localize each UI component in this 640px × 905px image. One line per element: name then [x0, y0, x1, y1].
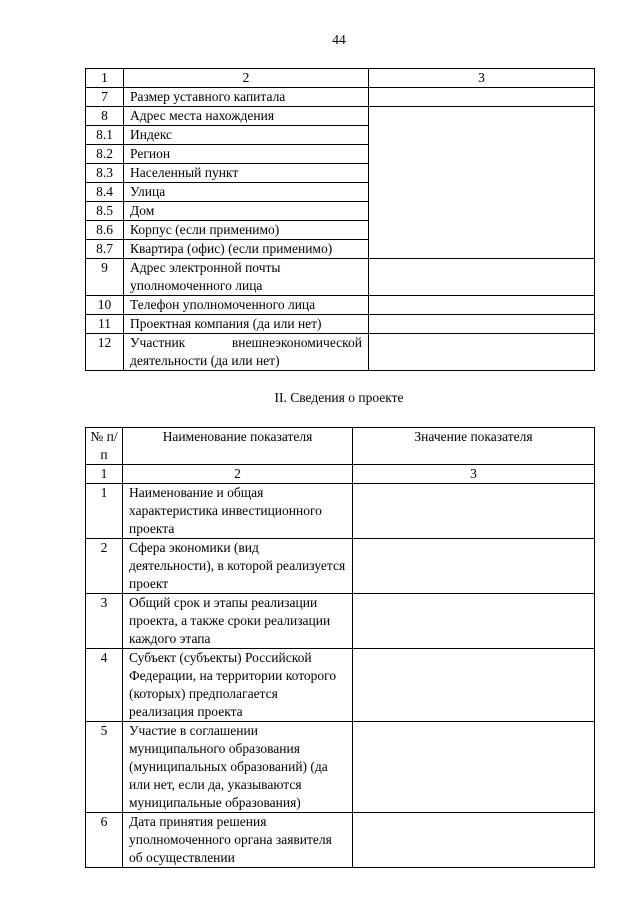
header-cell-row-number: № п/п	[86, 428, 123, 465]
row-number-cell: 2	[86, 539, 123, 594]
row-value-cell	[353, 813, 595, 868]
column-index-cell: 1	[86, 69, 124, 88]
table-row	[86, 259, 595, 296]
table-column-index-row	[86, 465, 595, 484]
row-value-cell	[353, 649, 595, 722]
row-value-cell	[369, 296, 595, 315]
table-row	[86, 649, 595, 722]
row-value-cell	[353, 594, 595, 649]
row-label-cell: Дата принятия решения уполномоченного органа заявителя об осуществлении	[123, 813, 353, 868]
table-row	[86, 296, 595, 315]
table-row	[86, 722, 595, 813]
row-label-cell: Проектная компания (да или нет)	[124, 315, 369, 334]
row-label-cell: Наименование и общая характеристика инвестиционного проекта	[123, 484, 353, 539]
row-number-cell: 8.6	[86, 221, 124, 240]
row-number-cell: 10	[86, 296, 124, 315]
row-number-cell: 8	[86, 107, 124, 126]
row-value-cell	[353, 484, 595, 539]
row-label-cell: Населенный пункт	[124, 164, 369, 183]
column-index-cell: 3	[369, 69, 595, 88]
table-row	[86, 334, 595, 371]
row-label-cell: Регион	[124, 145, 369, 164]
table-row	[86, 539, 595, 594]
table-row	[86, 88, 595, 107]
row-number-cell: 8.7	[86, 240, 124, 259]
table-row	[86, 594, 595, 649]
row-label-cell: Улица	[124, 183, 369, 202]
header-cell-indicator-value: Значение показателя	[353, 428, 595, 465]
table-row	[86, 315, 595, 334]
row-label-cell: Адрес места нахождения	[124, 107, 369, 126]
row-value-cell	[353, 539, 595, 594]
row-value-cell	[369, 334, 595, 371]
row-value-cell	[353, 722, 595, 813]
page-number: 44	[332, 32, 346, 47]
table-row	[86, 813, 595, 868]
table-row	[86, 484, 595, 539]
table-project-info	[85, 427, 595, 868]
row-number-cell: 8.1	[86, 126, 124, 145]
row-label-cell: Индекс	[124, 126, 369, 145]
column-index-cell: 2	[123, 465, 353, 484]
column-index-cell: 3	[353, 465, 595, 484]
row-number-cell: 5	[86, 722, 123, 813]
row-label-cell: Корпус (если применимо)	[124, 221, 369, 240]
row-number-cell: 3	[86, 594, 123, 649]
row-number-cell: 8.3	[86, 164, 124, 183]
row-number-cell: 4	[86, 649, 123, 722]
row-number-cell: 12	[86, 334, 124, 371]
table-column-index-row	[86, 69, 595, 88]
table-header-row	[86, 428, 595, 465]
column-index-cell: 2	[124, 69, 369, 88]
row-value-cell-merged	[369, 107, 595, 259]
row-value-cell	[369, 259, 595, 296]
row-number-cell: 8.2	[86, 145, 124, 164]
table-applicant-details	[85, 68, 595, 371]
row-label-cell: Общий срок и этапы реализации проекта, а также сроки реализации каждого этапа	[123, 594, 353, 649]
row-number-cell: 6	[86, 813, 123, 868]
row-label-cell: Участник внешнеэкономической деятельности (да или нет)	[124, 334, 369, 371]
row-label-cell: Участие в соглашении муниципального образования (муниципальных образований) (да или нет, если да, указываются муниципальные образования)	[123, 722, 353, 813]
row-label-cell: Размер уставного капитала	[124, 88, 369, 107]
row-number-cell: 7	[86, 88, 124, 107]
row-label-cell: Адрес электронной почты уполномоченного лица	[124, 259, 369, 296]
section-heading: II. Сведения о проекте	[274, 390, 404, 405]
column-index-cell: 1	[86, 465, 123, 484]
row-label-cell: Дом	[124, 202, 369, 221]
row-label-cell: Телефон уполномоченного лица	[124, 296, 369, 315]
table-row	[86, 107, 595, 126]
row-label-cell: Субъект (субъекты) Российской Федерации, на территории которого (которых) предполагается реализация проекта	[123, 649, 353, 722]
row-number-cell: 9	[86, 259, 124, 296]
row-number-cell: 8.5	[86, 202, 124, 221]
row-value-cell	[369, 315, 595, 334]
row-value-cell	[369, 88, 595, 107]
row-label-cell: Квартира (офис) (если применимо)	[124, 240, 369, 259]
row-label-cell: Сфера экономики (вид деятельности), в которой реализуется проект	[123, 539, 353, 594]
row-number-cell: 8.4	[86, 183, 124, 202]
header-cell-indicator-name: Наименование показателя	[123, 428, 353, 465]
row-number-cell: 1	[86, 484, 123, 539]
row-number-cell: 11	[86, 315, 124, 334]
